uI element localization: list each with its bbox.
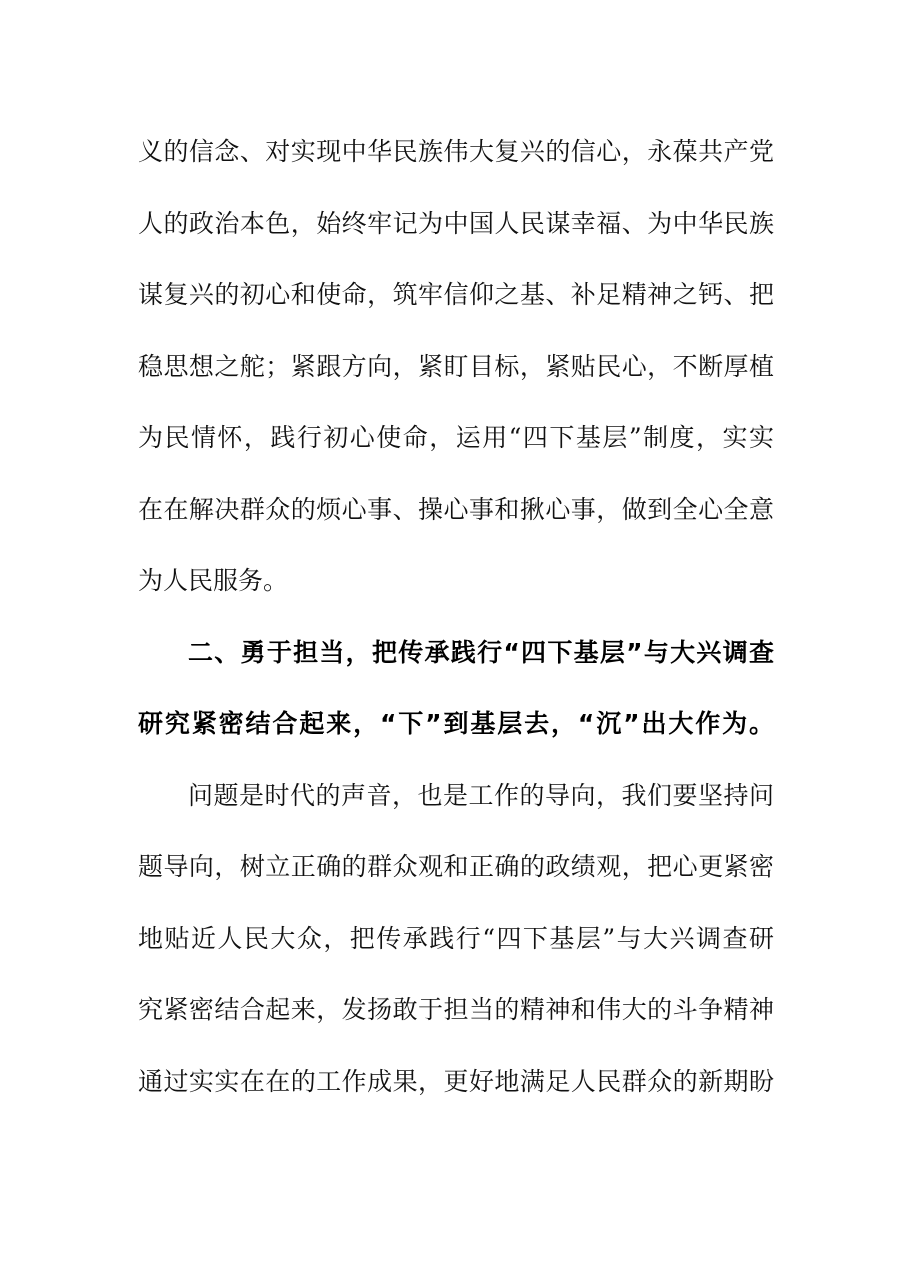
heading-line: 研究紧密结合起来，“下”到基层去，“沉”出大作为。 [138,709,774,738]
text-line: 问题是时代的声音，也是工作的导向，我们要坚持问 [188,780,774,810]
text-line: 为民情怀，践行初心使命，运用“四下基层”制度，实实 [138,423,774,452]
paragraph-continued [138,116,774,617]
text-line: 通过实实在在的工作成果，更好地满足人民群众的新期盼 [138,1066,774,1096]
text-line: 谋复兴的初心和使命，筑牢信仰之基、补足精神之钙、把 [138,280,774,309]
document-body [138,116,774,1117]
text-line: 稳思想之舵；紧跟方向，紧盯目标，紧贴民心，不断厚植 [138,351,774,381]
text-line: 人的政治本色，始终牢记为中国人民谋幸福、为中华民族 [138,208,774,238]
text-line: 地贴近人民大众，把传承践行“四下基层”与大兴调查研 [138,923,774,953]
text-line: 究紧密结合起来，发扬敢于担当的精神和伟大的斗争精神 [138,995,774,1024]
paragraph-section-two [138,760,774,1118]
text-line: 题导向，树立正确的群众观和正确的政绩观，把心更紧密 [138,852,774,881]
text-line: 为人民服务。 [138,566,289,595]
text-line: 义的信念、对实现中华民族伟大复兴的信心，永葆共产党 [138,137,774,166]
heading-line: 二、勇于担当，把传承践行“四下基层”与大兴调查 [188,637,774,667]
text-line: 在在解决群众的烦心事、操心事和揪心事，做到全心全意 [138,494,774,524]
section-heading [138,617,774,760]
